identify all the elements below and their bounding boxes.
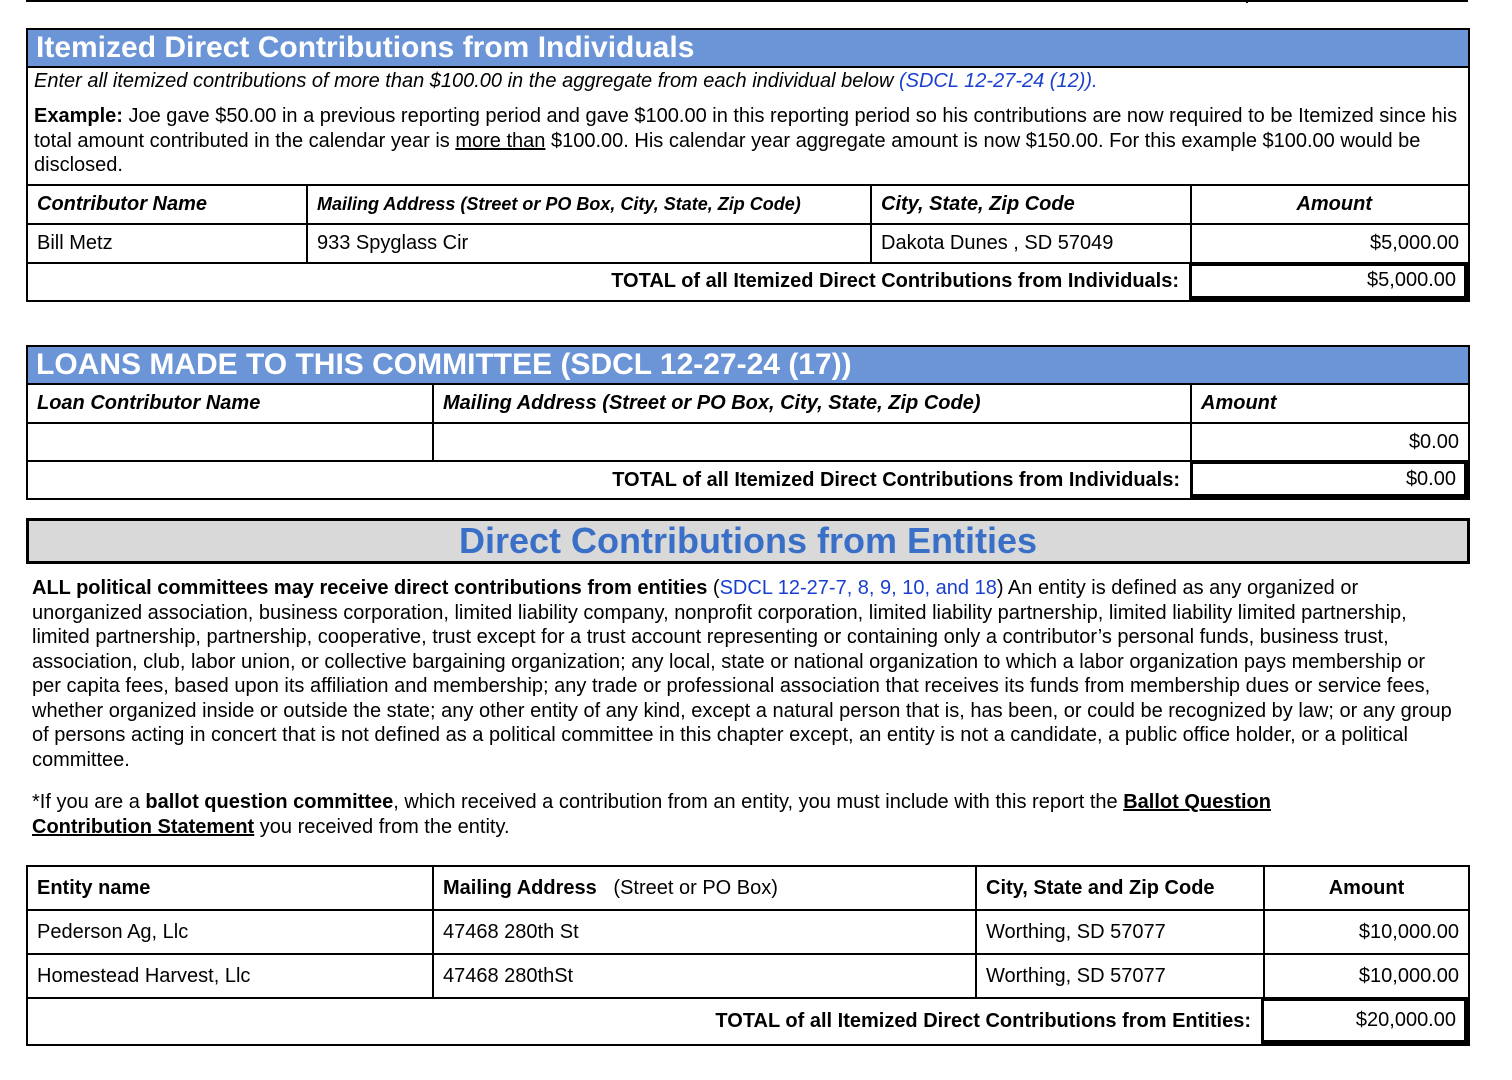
- loans-total-row: [28, 460, 1468, 498]
- individuals-total-label: TOTAL of all Itemized Direct Contributions from Individuals:: [611, 270, 1179, 292]
- loans-total-label: TOTAL of all Itemized Direct Contributions from Individuals:: [612, 468, 1180, 491]
- col-loan-contributor-name: Loan Contributor Name: [37, 392, 261, 414]
- example-label: Example:: [34, 105, 123, 127]
- entities-title: Direct Contributions from Entities: [26, 518, 1470, 564]
- loans-header-row: [28, 383, 1468, 422]
- row-name: Bill Metz: [37, 231, 113, 254]
- entities-total-value: $20,000.00: [1261, 998, 1468, 1044]
- col-entity-city: City, State and Zip Code: [975, 867, 1263, 909]
- instruction-text: Enter all itemized contributions of more than $100.00 in the aggregate from each individual below: [34, 70, 899, 92]
- loan-row-amount: $0.00: [1190, 424, 1468, 460]
- entity-row-name: Homestead Harvest, Llc: [37, 964, 251, 987]
- individuals-title: Itemized Direct Contributions from Individuals: [28, 30, 1468, 66]
- entities-intro-bold: ALL political committees may receive direct contributions from entities: [32, 577, 708, 599]
- top-rule: [26, 0, 1468, 2]
- table-row: [28, 953, 1468, 997]
- entities-total-label: TOTAL of all Itemized Direct Contributions from Entities:: [715, 1010, 1251, 1032]
- col-amount: Amount: [1190, 186, 1468, 223]
- entities-header-row: [28, 867, 1468, 909]
- entities-intro-paren: (: [707, 577, 720, 599]
- col-entity-name: Entity name: [37, 876, 151, 899]
- col-entity-address-bold: Mailing Address: [443, 876, 597, 899]
- col-loan-mailing-address: Mailing Address (Street or PO Box, City, State, Zip Code): [432, 385, 1190, 422]
- entities-intro-text: ) An entity is defined as any organized or unorganized association, business corporation, limited liability company, nonprofit corporation, limited liability partnership, limited liability limited partnership, limited partnership, partnership, cooperative, trust except for a trust account representing or containing only a contributor’s personal funds, business trust, association, club, labor union, or collective bargaining organization; any local, state or national organization to which a labor organization pays membership or per capita fees, based upon its affiliation and membership; any trade or professional association that receives its funds from membership dues or service fees, whether organized inside or outside the state; any other entity of any kind, except a natural person that is, has been, or could be recognized by law; or any group of persons acting in concert that is not defined as a political committee in this chapter except, an entity is not a candidate, a public office holder, or a political committee.: [32, 577, 1452, 771]
- loan-row-name: [28, 424, 432, 460]
- col-contributor-name: Contributor Name: [37, 192, 207, 215]
- table-row: [28, 422, 1468, 460]
- col-loan-amount: Amount: [1190, 385, 1468, 422]
- individuals-instruction: [28, 66, 1468, 93]
- loans-section: [26, 345, 1470, 500]
- example-underlined: more than: [455, 129, 546, 152]
- entities-table: [26, 865, 1470, 1046]
- row-amount: $5,000.00: [1190, 225, 1468, 262]
- entity-row-address: 47468 280th St: [432, 911, 975, 953]
- loans-total-value: $0.00: [1190, 461, 1468, 498]
- entity-row-address: 47468 280thSt: [432, 955, 975, 997]
- loan-row-address: [432, 424, 1190, 460]
- entities-ref-link[interactable]: SDCL 12-27-7, 8, 9, 10, and 18: [719, 577, 997, 599]
- entity-row-amount: $10,000.00: [1263, 955, 1468, 997]
- example-text-2: $100.00. His calendar year aggregate amount is now $150.00. For this example $100.00 would be disclosed.: [34, 129, 1421, 176]
- entities-intro: [32, 576, 1452, 772]
- entity-row-city: Worthing, SD 57077: [975, 955, 1263, 997]
- entities-total-row: [28, 997, 1468, 1044]
- entities-description: [32, 576, 1452, 839]
- individuals-example: [28, 93, 1468, 184]
- entity-row-name: Pederson Ag, Llc: [37, 920, 189, 943]
- individuals-total-value: $5,000.00: [1189, 263, 1468, 300]
- individuals-section: [26, 28, 1470, 302]
- col-entity-amount: Amount: [1263, 867, 1468, 909]
- row-address: 933 Spyglass Cir: [306, 225, 870, 262]
- loans-title: LOANS MADE TO THIS COMMITTEE (SDCL 12-27-24 (17)): [28, 347, 1468, 383]
- example-text-1: Joe gave $50.00 in a previous reporting period and gave $100.00 in this reporting period so his contributions are now required to be Itemized since his total amount contributed in the calendar year is: [34, 105, 1458, 152]
- col-entity-address-rest: (Street or PO Box): [596, 876, 778, 899]
- col-entity-mailing-address: [432, 867, 975, 909]
- ballot-question-note: [32, 790, 1372, 839]
- col-city-state-zip: City, State, Zip Code: [870, 186, 1190, 223]
- top-rule-tick: [1246, 0, 1248, 3]
- note-end: you received from the entity.: [254, 815, 510, 838]
- entity-row-amount: $10,000.00: [1263, 911, 1468, 953]
- table-row: [28, 223, 1468, 262]
- individuals-total-row: [28, 262, 1468, 300]
- individuals-header-row: [28, 184, 1468, 223]
- col-mailing-address: Mailing Address (Street or PO Box, City, State, Zip Code): [306, 186, 870, 223]
- note-mid: , which received a contribution from an entity, you must include with this report the: [393, 791, 1124, 813]
- ballot-question-statement-link[interactable]: Ballot Question Contribution Statement: [32, 791, 1271, 838]
- instruction-ref-link[interactable]: (SDCL 12-27-24 (12)).: [898, 70, 1098, 92]
- note-bold: ballot question committee: [145, 791, 394, 813]
- note-start: *If you are a: [32, 791, 146, 813]
- entity-row-city: Worthing, SD 57077: [975, 911, 1263, 953]
- row-city: Dakota Dunes , SD 57049: [870, 225, 1190, 262]
- table-row: [28, 909, 1468, 953]
